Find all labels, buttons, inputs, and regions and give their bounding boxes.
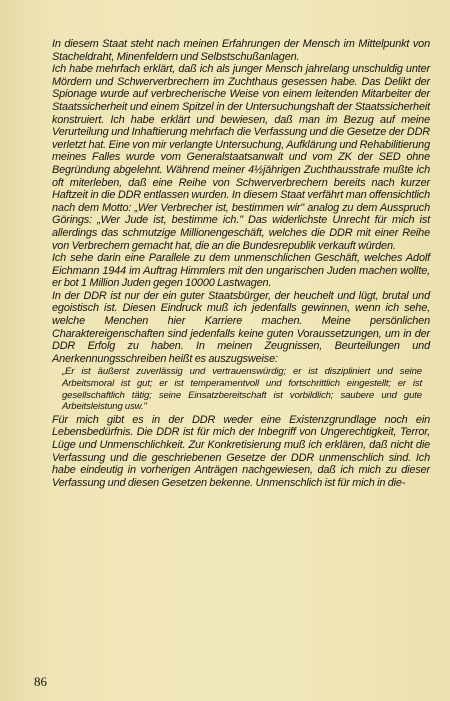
page-body <box>52 38 430 489</box>
paragraph-staatsbuerger: In der DDR ist nur der ein guter Staatsbürger, der heuchelt und lügt, brutal und egoistisch ist. Diesen Eindruck muß ich jedenfalls gewinnen, wenn ich sehe, welche Menchen hier Karriere machen. Meine persönlichen Charaktereigenschaften sind jedenfalls keine guten Voraussetzungen, um in der DDR Erfolg zu haben. In meinen Zeugnissen, Beurteilungen und Anerkennungsschreiben heißt es auszugsweise: <box>52 289 430 365</box>
page-number: 86 <box>34 674 47 689</box>
paragraph-existenzgrundlage: Für mich gibt es in der DDR weder eine Existenzgrundlage noch ein Lebensbedürfnis. Die DDR ist für mich der Inbegriff von Ungerechtigkeit, Terror, Lüge und Unmenschlichkeit. Zur Konkretisierung muß ich erklären, daß nicht die Verfassung und die geschriebenen Gesetze der DDR unmenschlich sind. Ich habe eindeutig in vorherigen Anträgen nachgewiesen, daß ich mich zu dieser Verfassung und diesen Gesetzen bekenne. Unmenschlich ist für mich in die- <box>52 413 430 489</box>
paragraph-eichmann: Ich sehe darin eine Parallele zu dem unmenschlichen Geschäft, welches Adolf Eichmann 1944 im Auftrag Himmlers mit den ungarischen Juden machen wollte, er bot 1 Million Juden gegen 10000 Lastwagen. <box>52 252 430 290</box>
paragraph-spionage: Ich habe mehrfach erklärt, daß ich als junger Mensch jahrelang unschuldig unter Mördern und Schwerverbrechern im Zuchthaus gesessen habe. Das Delikt der Spionage wurde auf verbrecherische Weise von einem leitenden Mitarbeiter der Staatssicherheit und einem Spitzel in der Untersuchungshaft der Staatssicherheit konstruiert. Ich habe erklärt und bewiesen, daß man im Bezug auf meine Verurteilung und Inhaftierung mehrfach die Verfassung und die Gesetze der DDR verletzt hat. Eine von mir verlangte Untersuchung, Aufklärung und Rehabilitierung meines Falles wurde vom Generalstaatsanwalt und vom ZK der SED ohne Begründung abgelehnt. Während meiner 4½jährigen Zuchthausstrafe mußte ich oft miterleben, daß eine Reihe von Schwerverbrechern bereits nach kurzer Haftzeit in die DDR entlassen wurden. In diesem Staat verfährt man offensichtlich nach dem Motto: „Wer Verbrecher ist, bestimmen wir" analog zu dem Ausspruch Görings: „Wer Jude ist, bestimme ich." Das widerlichste Unrecht für mich ist allerdings das schmutzige Millionengeschäft, welches die DDR mit einer Reihe von Verbrechern gemacht hat, die an die Bundesrepublik verkauft würden. <box>52 63 430 252</box>
paragraph-stacheldraht: In diesem Staat steht nach meinen Erfahrungen der Mensch im Mittelpunkt von Stacheldraht, Minenfeldern und Selbstschußanlagen. <box>52 38 430 63</box>
quote-zeugnisse: „Er ist äußerst zuverlässig und vertrauenswürdig; er ist diszipliniert und seine Arbeitsmoral ist gut; er ist temperamentvoll und fortschrittlich eingestellt; er ist gesellschaftlich tätig; seine Einsatzbereitschaft ist vorbildlich; saubere und gute Arbeitsleistung usw." <box>62 366 422 413</box>
